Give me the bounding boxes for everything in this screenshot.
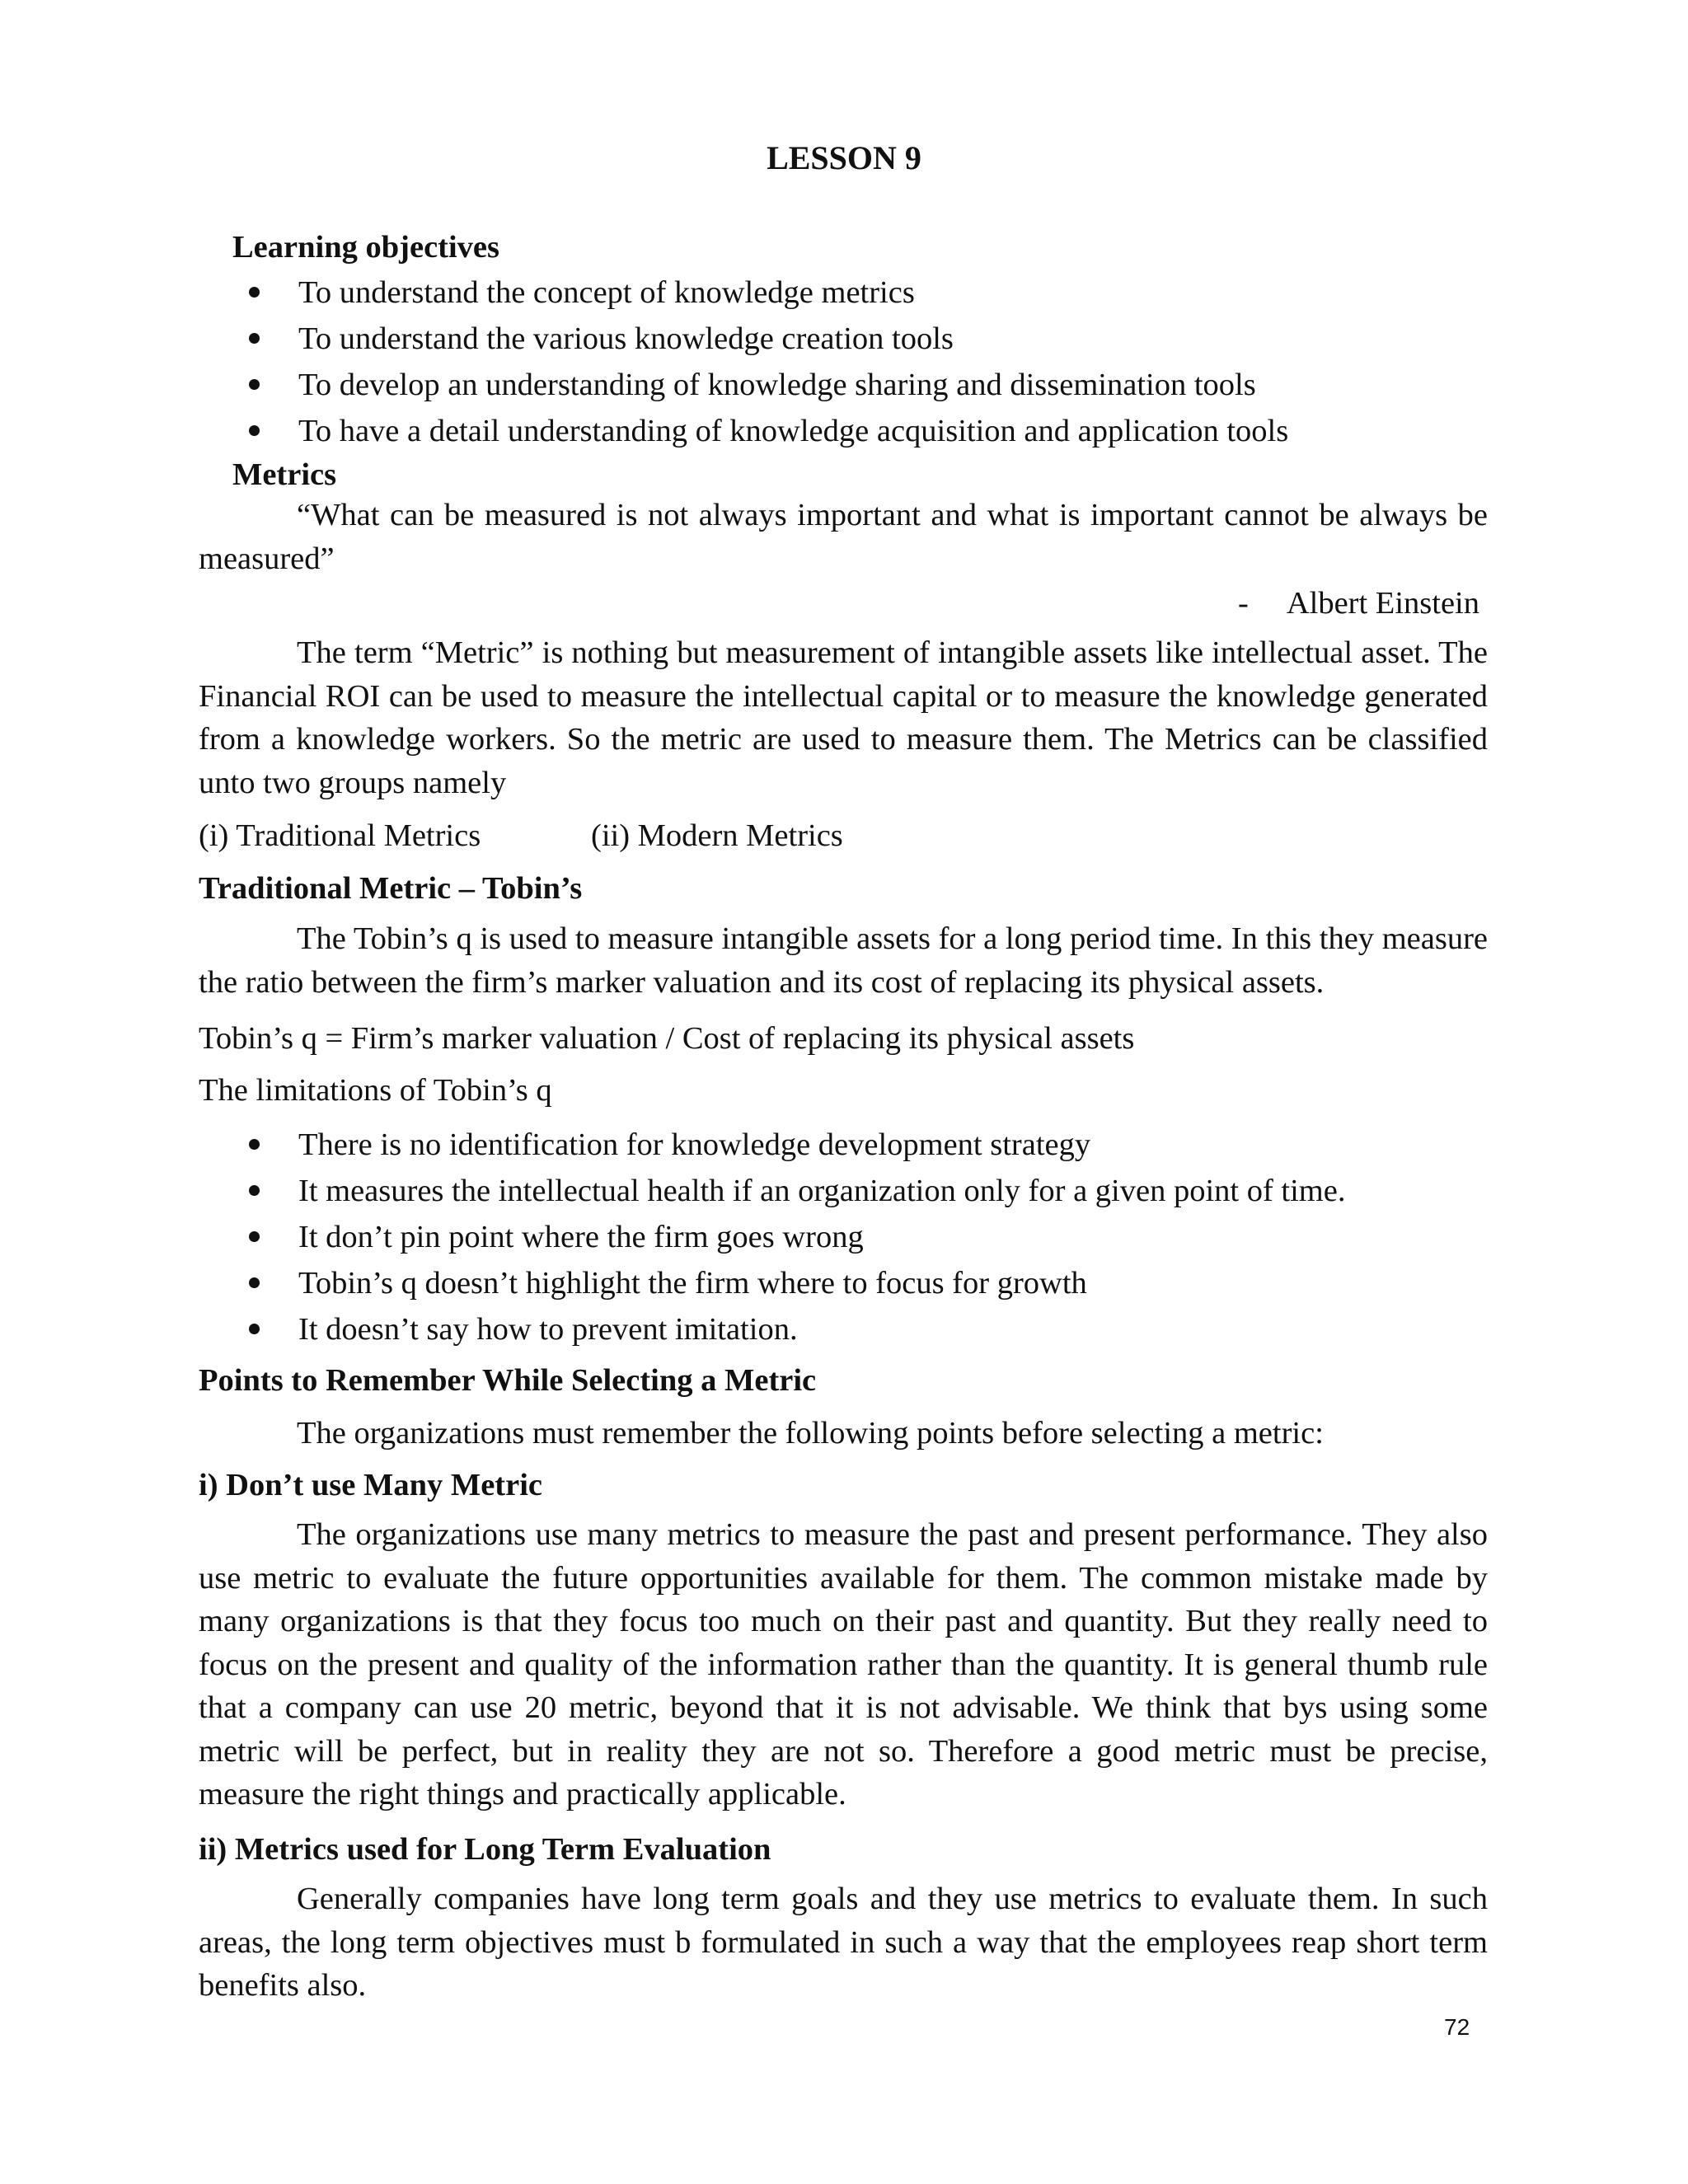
bullet-icon bbox=[249, 333, 260, 344]
bullet-icon bbox=[249, 1324, 260, 1334]
tobins-paragraph-text: The Tobin’s q is used to measure intangible assets for a long period time. In this they measure the ratio between the firm’s marker valuation and its cost of replacing its physical assets. bbox=[199, 921, 1488, 1000]
list-item bbox=[239, 323, 1288, 369]
tobins-formula: Tobin’s q = Firm’s marker valuation / Cost of replacing its physical assets bbox=[199, 1021, 1135, 1056]
list-item-text: To understand the various knowledge creation tools bbox=[298, 321, 954, 356]
list-item bbox=[239, 1129, 1345, 1175]
tobins-heading: Traditional Metric – Tobin’s bbox=[199, 871, 583, 906]
bullet-icon bbox=[249, 379, 260, 390]
list-item-text: To develop an understanding of knowledge sharing and dissemination tools bbox=[298, 368, 1256, 402]
list-item bbox=[239, 1221, 1345, 1268]
bullet-icon bbox=[249, 425, 260, 436]
list-item-text: It doesn’t say how to prevent imitation. bbox=[298, 1312, 798, 1347]
points-heading: Points to Remember While Selecting a Metric bbox=[199, 1363, 817, 1398]
list-item-text: It measures the intellectual health if an organization only for a given point of time. bbox=[298, 1174, 1346, 1208]
learning-objectives-list bbox=[239, 277, 1288, 462]
einstein-quote bbox=[199, 494, 1488, 580]
metrics-heading: Metrics bbox=[232, 457, 337, 492]
point2-paragraph bbox=[199, 1877, 1488, 2008]
bullet-icon bbox=[249, 287, 260, 298]
learning-objectives-heading: Learning objectives bbox=[232, 230, 499, 265]
bullet-icon bbox=[249, 1231, 260, 1242]
metric-group-modern: (ii) Modern Metrics bbox=[591, 818, 843, 853]
list-item bbox=[239, 277, 1288, 323]
metric-group-traditional: (i) Traditional Metrics bbox=[199, 818, 481, 853]
list-item bbox=[239, 1268, 1345, 1314]
lesson-title: LESSON 9 bbox=[767, 139, 921, 176]
points-intro: The organizations must remember the following points before selecting a metric: bbox=[297, 1416, 1324, 1451]
quote-author: - Albert Einstein bbox=[1238, 586, 1479, 621]
list-item-text: Tobin’s q doesn’t highlight the firm where to focus for growth bbox=[298, 1266, 1087, 1301]
bullet-icon bbox=[249, 1139, 260, 1150]
metric-intro-paragraph bbox=[199, 631, 1488, 804]
list-item bbox=[239, 1175, 1345, 1221]
list-item bbox=[239, 369, 1288, 415]
tobins-paragraph bbox=[199, 917, 1488, 1004]
tobins-limitations-list bbox=[239, 1129, 1345, 1360]
bullet-icon bbox=[249, 1185, 260, 1196]
list-item bbox=[239, 415, 1288, 462]
list-item bbox=[239, 1314, 1345, 1360]
point2-heading: ii) Metrics used for Long Term Evaluation bbox=[199, 1832, 771, 1867]
metric-intro-text: The term “Metric” is nothing but measurement of intangible assets like intellectual asset. The Financial ROI can be used to measure the intellectual capital or to measure the knowledge generated from a knowledge workers. So the metric are used to measure them. The Metrics can be classified unto two groups namely bbox=[199, 635, 1488, 800]
list-item-text: There is no identification for knowledge development strategy bbox=[298, 1127, 1091, 1162]
page-number: 72 bbox=[1444, 2014, 1470, 2040]
list-item-text: To understand the concept of knowledge metrics bbox=[298, 275, 915, 310]
einstein-quote-text: “What can be measured is not always important and what is important cannot be always be measured” bbox=[199, 498, 1488, 576]
point2-paragraph-text: Generally companies have long term goals and they use metrics to evaluate them. In such areas, the long term objectives must b formulated in such a way that the employees reap short term benefits also. bbox=[199, 1882, 1488, 2003]
list-item-text: It don’t pin point where the firm goes wrong bbox=[298, 1220, 864, 1254]
tobins-limitations-label: The limitations of Tobin’s q bbox=[199, 1073, 552, 1108]
point1-paragraph bbox=[199, 1513, 1488, 1816]
bullet-icon bbox=[249, 1277, 260, 1288]
list-item-text: To have a detail understanding of knowledge acquisition and application tools bbox=[298, 414, 1289, 448]
point1-heading: i) Don’t use Many Metric bbox=[199, 1468, 542, 1502]
point1-paragraph-text: The organizations use many metrics to measure the past and present performance. They also use metric to evaluate the future opportunities available for them. The common mistake made by many organizations is that they focus too much on their past and quantity. But they really need to focus on the present and quality of the information rather than the quantity. It is general thumb rule that a company can use 20 metric, beyond that it is not advisable. We think that bys using some metric will be perfect, but in reality they are not so. Therefore a good metric must be precise, measure the right things and practically applicable. bbox=[199, 1517, 1488, 1811]
